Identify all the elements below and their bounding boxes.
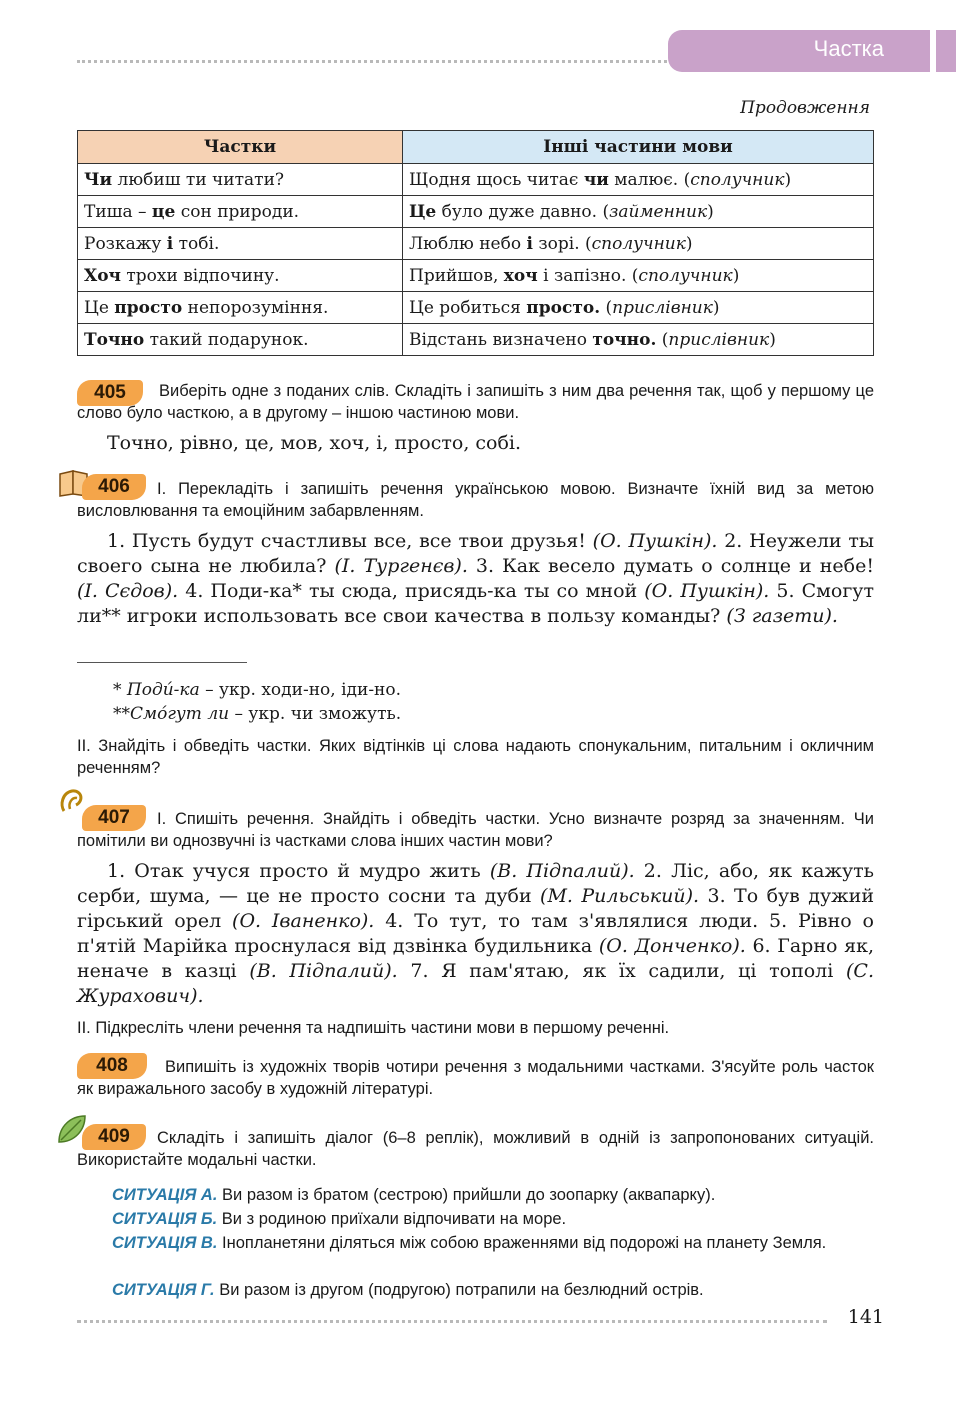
- ex407-sentence-5: 6. Гарно як, неначе в казці: [77, 935, 874, 982]
- ex406-sentence-4: 4. Поди-ка* ты сюда, присядь-ка ты со мной: [178, 580, 645, 602]
- ex406-author-3: (І. Сєдов).: [77, 580, 179, 602]
- exercise-405-task-text: Виберіть одне з поданих слів. Складіть і запишіть з ним два речення так, щоб у першому це слово було часткою, а в другому – іншою частиною мови.: [77, 382, 874, 422]
- ex406-sentence-5: 5. Смогут ли** игроки использовать все свои качества в пользу команды?: [77, 580, 874, 627]
- table-cell-other: [403, 260, 874, 292]
- footnote-1: [113, 678, 401, 703]
- exercise-409-task-text: Складіть і запишіть діалог (6–8 реплік), можливий в одній із запропонованих ситуацій. Використайте модальні частки.: [77, 1129, 874, 1169]
- cell-particle-word: Точно: [84, 329, 145, 350]
- cell-part-of-speech: сполучник: [690, 169, 785, 190]
- cell-text: (: [600, 297, 613, 318]
- ex407-author-3: (О. Іваненко).: [232, 910, 375, 932]
- continuation-label: Продовження: [740, 98, 870, 118]
- table-header-particles: Частки: [78, 131, 403, 164]
- situation-g: [112, 1279, 874, 1301]
- table-cell-other: [403, 228, 874, 260]
- cell-text: любиш ти читати?: [112, 169, 285, 190]
- cell-particle-word: це: [151, 201, 176, 222]
- ex407-sentence-4: 4. То тут, то там з'являлися люди. 5. Рівно о п'ятій Марійка проснулася від дзвінка будильника: [77, 910, 874, 957]
- cell-text: сон природи.: [175, 201, 300, 222]
- situation-g-label: СИТУАЦІЯ Г.: [112, 1281, 215, 1299]
- situation-a-label: СИТУАЦІЯ А.: [112, 1186, 218, 1204]
- cell-text: ): [769, 329, 776, 350]
- ex407-sentence-2: 2. Ліс, або, як кажуть серби, шума, — це не просто сосни та дуби: [77, 860, 874, 907]
- ex407-author-5: (В. Підпалий).: [249, 960, 398, 982]
- situation-v-text: Інопланетяни діляться між собою враженнями від подорожі на планету Земля.: [217, 1234, 827, 1252]
- exercise-407-number: 407: [98, 807, 130, 828]
- cell-key-word: чи: [583, 169, 609, 190]
- bottom-dotted-rule: [77, 1320, 827, 1323]
- footnote-1-text: – укр. ходи-но, іди-но.: [199, 680, 402, 700]
- top-dotted-rule: [77, 60, 667, 63]
- exercise-405-words: Точно, рівно, це, мов, хоч, і, просто, собі.: [107, 432, 522, 454]
- ex407-sentence-6: 7. Я пам'ятаю, як їх садили, ці тополі: [397, 960, 847, 982]
- cell-part-of-speech: займенник: [609, 201, 708, 222]
- cell-text: Прийшов,: [409, 265, 504, 286]
- cell-text: (: [656, 329, 669, 350]
- exercise-408-task-text: Випишіть із художніх творів чотири речення з модальними частками. З'ясуйте роль часток як виражального засобу в художній літературі.: [77, 1058, 874, 1098]
- cell-text: ): [712, 297, 720, 318]
- cell-text: було дуже давно. (: [436, 201, 610, 222]
- table-cell-other: [403, 164, 874, 196]
- ex406-sentence-3: 3. Как весело думать о солнце и небе!: [467, 555, 874, 577]
- ex407-sentence-3: 3. То був дужий гірський орел: [77, 885, 874, 932]
- exercise-406-sentences: [77, 529, 874, 629]
- cell-key-word: Це: [409, 201, 437, 222]
- ex406-sentence-1: 1. Пусть будут счастливы все, все твои друзья!: [107, 530, 593, 552]
- exercise-408-number: 408: [96, 1055, 128, 1076]
- cell-text: непорозуміння.: [182, 297, 329, 318]
- cell-text: Відстань визначено: [409, 329, 593, 350]
- table-cell-other: [403, 292, 874, 324]
- exercise-406-task2: ІІ. Знайдіть і обведіть частки. Яких відтінків ці слова надають спонукальним, питальним і окличним реченням?: [77, 737, 874, 777]
- situation-v: [77, 1232, 874, 1254]
- ex406-sentence-2: 2. Неужели ты своего сына не любила?: [77, 530, 874, 577]
- exercise-407-sentences: [77, 859, 874, 1009]
- cell-key-word: просто.: [526, 297, 601, 318]
- table-body: [78, 164, 874, 356]
- ex406-author-5: (З газети).: [726, 605, 838, 627]
- section-title: Частка: [813, 36, 884, 61]
- table-row: [78, 292, 874, 324]
- cell-particle-word: і: [166, 233, 174, 254]
- cell-text: ): [784, 169, 792, 190]
- table-row: [78, 196, 874, 228]
- cell-part-of-speech: прислівник: [668, 329, 770, 350]
- cell-text: Це робиться: [409, 297, 527, 318]
- exercise-406-number: 406: [98, 476, 130, 497]
- exercise-409-task: [77, 1127, 874, 1171]
- cell-text: ): [732, 265, 740, 286]
- exercise-406-task1-text: І. Перекладіть і запишіть речення українською мовою. Визначте їхній вид за метою висловлювання та емоційним забарвленням.: [77, 480, 874, 520]
- ex407-author-1: (В. Підпалий).: [489, 860, 635, 882]
- cell-text: Щодня щось читає: [409, 169, 584, 190]
- cell-key-word: точно.: [592, 329, 657, 350]
- header-edge-bar: [936, 30, 956, 72]
- exercise-407-task1-text: І. Спишіть речення. Знайдіть і обведіть частки. Усно визначте розряд за значенням. Чи помітили ви однозвучні із частками слова інших частин мови?: [77, 810, 874, 850]
- ex406-author-4: (О. Пушкін).: [644, 580, 770, 602]
- cell-text: і запізно. (: [537, 265, 639, 286]
- table-cell-particle: [78, 324, 403, 356]
- ex406-author-1: (О. Пушкін).: [592, 530, 718, 552]
- situation-v-label: СИТУАЦІЯ В.: [112, 1234, 218, 1252]
- ex406-author-2: (І. Тургенєв).: [334, 555, 468, 577]
- cell-text: тобі.: [173, 233, 220, 254]
- page-number: 141: [847, 1306, 884, 1328]
- cell-part-of-speech: прислівник: [612, 297, 713, 318]
- table-cell-particle: [78, 228, 403, 260]
- footnote-1-term: * Поди́-ка: [113, 680, 200, 700]
- exercise-407-task2: ІІ. Підкресліть члени речення та надпишіть частини мови в першому реченні.: [77, 1019, 670, 1037]
- ex407-sentence-1: 1. Отак учуся просто й мудро жить: [107, 860, 490, 882]
- situation-a-text: Ви разом із братом (сестрою) прийшли до зоопарку (аквапарку).: [217, 1186, 716, 1204]
- cell-text: Люблю небо: [409, 233, 527, 254]
- footnote-2: [113, 702, 401, 727]
- cell-key-word: і: [526, 233, 533, 254]
- exercise-405-task: [77, 380, 874, 424]
- cell-text: Розкажу: [84, 233, 167, 254]
- table-row: [78, 260, 874, 292]
- situation-b: [112, 1208, 874, 1230]
- table-header-other: Інші частини мови: [403, 131, 874, 164]
- cell-particle-word: просто: [114, 297, 183, 318]
- cell-key-word: хоч: [503, 265, 538, 286]
- particles-table: [77, 130, 874, 356]
- ex407-author-6: (С. Журахович).: [77, 960, 875, 1007]
- cell-text: ): [707, 201, 714, 222]
- section-header-tab: [668, 30, 930, 72]
- exercise-408-task: [77, 1056, 874, 1100]
- ex407-author-4: (О. Донченко).: [598, 935, 746, 957]
- cell-text: Це: [84, 297, 115, 318]
- situation-b-text: Ви з родиною приїхали відпочивати на море.: [217, 1210, 567, 1228]
- cell-text: такий подарунок.: [144, 329, 309, 350]
- table-cell-other: [403, 324, 874, 356]
- table-cell-particle: [78, 292, 403, 324]
- situation-g-text: Ви разом із другом (подругою) потрапили на безлюдний острів.: [214, 1281, 704, 1299]
- exercise-407-task1: [77, 808, 874, 852]
- footnote-2-term: **Смо́гут ли: [113, 704, 230, 724]
- cell-text: ): [685, 233, 693, 254]
- situation-b-label: СИТУАЦІЯ Б.: [112, 1210, 218, 1228]
- cell-particle-word: Чи: [84, 169, 113, 190]
- cell-particle-word: Хоч: [84, 265, 121, 286]
- cell-text: малює. (: [608, 169, 691, 190]
- footnote-2-text: – укр. чи зможуть.: [229, 704, 402, 724]
- exercise-406-task1: [77, 478, 874, 522]
- table-row: [78, 228, 874, 260]
- table-row: [78, 164, 874, 196]
- cell-part-of-speech: сполучник: [591, 233, 686, 254]
- table-row: [78, 324, 874, 356]
- exercise-405-number: 405: [94, 382, 126, 403]
- cell-text: Тиша –: [84, 201, 152, 222]
- situation-a: [112, 1184, 874, 1206]
- table-cell-particle: [78, 196, 403, 228]
- table-cell-particle: [78, 260, 403, 292]
- table-cell-particle: [78, 164, 403, 196]
- table-cell-other: [403, 196, 874, 228]
- ex407-author-2: (М. Рильський).: [540, 885, 700, 907]
- footnote-rule: [77, 662, 247, 663]
- cell-part-of-speech: сполучник: [638, 265, 733, 286]
- exercise-409-number: 409: [98, 1126, 130, 1147]
- cell-text: трохи відпочину.: [120, 265, 280, 286]
- cell-text: зорі. (: [532, 233, 592, 254]
